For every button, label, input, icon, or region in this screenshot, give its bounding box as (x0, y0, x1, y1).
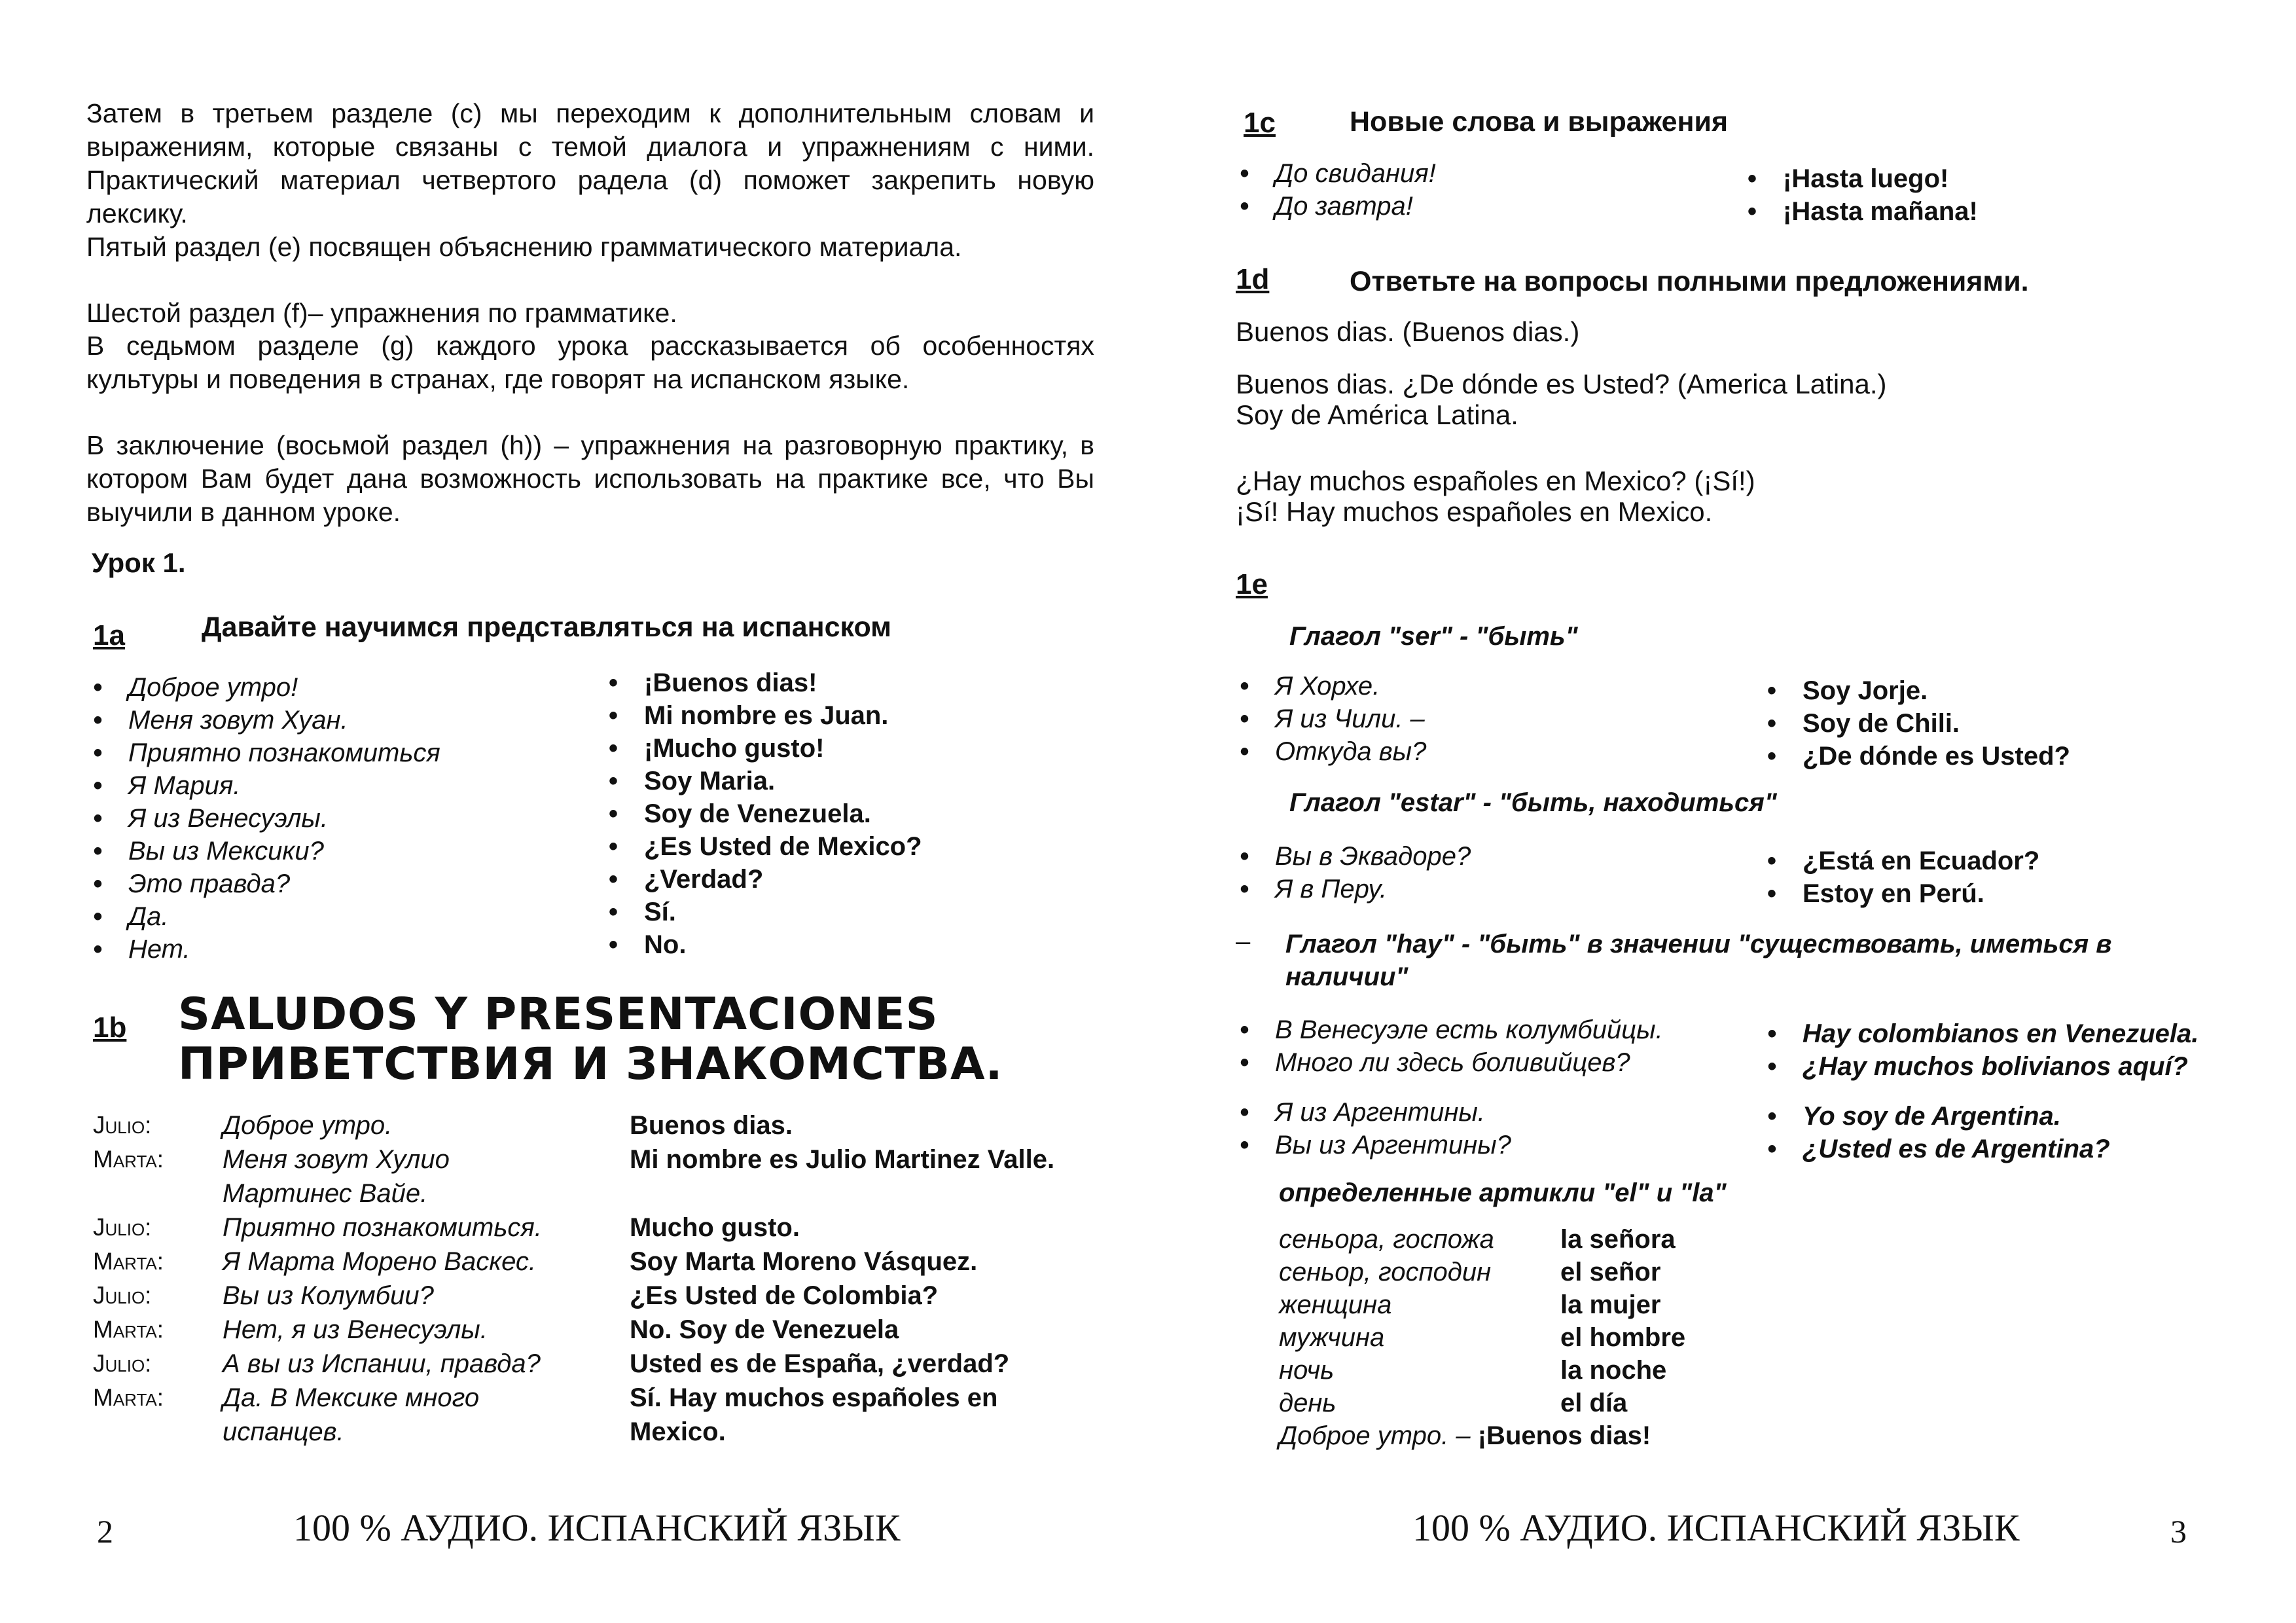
speaker: Marta: (93, 1384, 164, 1411)
list-item: • Soy Maria. (609, 765, 922, 797)
russian-line: А вы из Испании, правда? (223, 1349, 541, 1378)
dialogue-row (93, 1347, 1054, 1381)
list-item: • Я из Чили. – (1240, 702, 1426, 735)
list-item: • Soy de Venezuela. (609, 797, 922, 830)
dialogue-row (93, 1313, 1054, 1347)
section-1c-number: 1с (1244, 107, 1276, 139)
list-item: • Я из Венесуэлы. (93, 802, 440, 835)
hay-russian-list (1240, 1013, 1663, 1079)
articles-title: определенные артикли "el" и "la" (1279, 1178, 1727, 1207)
intro-paragraph: Затем в третьем разделе (с) мы переходим к дополнительным словам и выражениям, которые связаны с темой диалога и упражнениям с ними. Практический материал четвертого радела (d) поможет закрепить новую лексику. (86, 98, 1094, 228)
russian-line: Вы из Колумбии? (223, 1281, 434, 1310)
spanish-line: ¿Es Usted de Colombia? (630, 1281, 939, 1310)
vocab-spanish: la señora (1560, 1225, 1676, 1254)
russian-line: Да. В Мексике много (223, 1383, 480, 1412)
list-item: • Нет. (93, 933, 440, 966)
russian-line: Мартинес Вайе. (223, 1179, 428, 1208)
vocab-row (1279, 1419, 1685, 1452)
list-item: • ¿Está en Ecuador? (1767, 845, 2039, 877)
dialogue (93, 1108, 1054, 1449)
answer-line: Buenos dias. ¿De dónde es Usted? (America Latina.) (1236, 369, 1887, 399)
list-item: • Меня зовут Хуан. (93, 704, 440, 737)
vocab-row (1279, 1256, 1685, 1288)
list-item: • ¿Verdad? (609, 863, 922, 896)
spanish-line: Mucho gusto. (630, 1213, 800, 1242)
estar-russian-list (1240, 840, 1471, 905)
vocab-row (1279, 1387, 1685, 1419)
articles-vocab (1279, 1223, 1685, 1452)
speaker: Julio: (93, 1282, 152, 1309)
answer-line: ¡Sí! Hay muchos españoles en Mexico. (1236, 496, 1713, 527)
vocab-row (1279, 1321, 1685, 1354)
list-item: • Soy de Chili. (1767, 707, 2070, 740)
spanish-line: Soy Marta Moreno Vásquez. (630, 1247, 978, 1276)
speaker (93, 1176, 223, 1211)
list-item: • Вы в Эквадоре? (1240, 840, 1471, 873)
list-item: • Estoy en Perú. (1767, 877, 2039, 910)
list-item: • Hay colombianos en Venezuela. (1767, 1017, 2198, 1050)
russian-line: Я Марта Морено Васкес. (223, 1247, 537, 1276)
estar-spanish-list (1767, 845, 2039, 910)
spanish-line: Sí. Hay muchos españoles en (630, 1383, 998, 1412)
right-page (1148, 0, 2296, 1623)
dialogue-row (93, 1108, 1054, 1142)
list-item: • В Венесуэле есть колумбийцы. (1240, 1013, 1663, 1046)
russian-line: Приятно познакомиться. (223, 1213, 542, 1242)
vocab-row (1279, 1354, 1685, 1387)
vocab-russian: день (1279, 1389, 1336, 1417)
page-footer: 100 % АУДИО. ИСПАНСКИЙ ЯЗЫК (293, 1506, 901, 1549)
spanish-line: Usted es de España, ¿verdad? (630, 1349, 1010, 1378)
spanish-line: Mexico. (630, 1417, 726, 1446)
speaker: Marta: (93, 1146, 164, 1173)
vocab-russian: ночь (1279, 1356, 1335, 1385)
spanish-line: Buenos dias. (630, 1111, 793, 1140)
list-item: • Я Хорхе. (1240, 670, 1426, 702)
page-number: 2 (97, 1513, 113, 1550)
page-number: 3 (2170, 1513, 2187, 1550)
list-item: • Я Мария. (93, 769, 440, 802)
lesson-title: Урок 1. (92, 547, 186, 578)
list-item: • Много ли здесь боливийцев? (1240, 1046, 1663, 1079)
list-item: • ¿De dónde es Usted? (1767, 740, 2070, 773)
list-item: • Доброе утро! (93, 671, 440, 704)
section-1d-title: Ответьте на вопросы полными предложениями. (1350, 266, 2029, 297)
estar-title: Глагол "estar" - "быть, находиться" (1289, 788, 1777, 817)
speaker: Marta: (93, 1316, 164, 1343)
list-item: • Приятно познакомиться (93, 737, 440, 769)
list-item: • Yo soy de Argentina. (1767, 1100, 2110, 1133)
intro-paragraph: Шестой раздел (f)– упражнения по грамматике. (86, 298, 677, 328)
vocab-spanish: el señor (1560, 1258, 1661, 1286)
hay-title-continued: наличии" (1285, 962, 1408, 991)
list-item: • Это правда? (93, 867, 440, 900)
list-item: • ¡Mucho gusto! (609, 732, 922, 765)
section-1a-title: Давайте научимся представляться на испанском (202, 611, 891, 643)
vocab-spanish: el hombre (1560, 1323, 1686, 1352)
list-item: • Mi nombre es Juan. (609, 699, 922, 732)
ser-spanish-list (1767, 674, 2070, 773)
dialogue-row (93, 1279, 1054, 1313)
russian-line: испанцев. (223, 1417, 344, 1446)
answer-line: Soy de América Latina. (1236, 399, 1518, 430)
list-item: • No. (609, 928, 922, 961)
speaker: Julio: (93, 1112, 152, 1139)
spanish-line: No. Soy de Venezuela (630, 1315, 899, 1344)
hay-spanish-list (1767, 1017, 2198, 1083)
list-item: • Я из Аргентины. (1240, 1096, 1511, 1129)
list-item: • Вы из Мексики? (93, 835, 440, 867)
vocab-russian: сеньора, госпожа (1279, 1225, 1494, 1254)
list-item: • ¡Hasta luego! (1748, 162, 1978, 195)
list-item: • Я в Перу. (1240, 873, 1471, 905)
list-item: • ¿Usted es de Argentina? (1767, 1133, 2110, 1165)
section-1c-title: Новые слова и выражения (1350, 106, 1729, 137)
section-1b-title (178, 990, 1003, 1089)
section-1c-russian-list (1240, 157, 1436, 223)
section-1a-spanish-list (609, 666, 922, 961)
dialogue-row (93, 1142, 1054, 1176)
list-item: • ¿Hay muchos bolivianos aquí? (1767, 1050, 2198, 1083)
answer-line: Buenos dias. (Buenos dias.) (1236, 316, 1580, 347)
dialogue-row (93, 1415, 1054, 1449)
vocab-row (1279, 1288, 1685, 1321)
vocab-spanish: la mujer (1560, 1290, 1661, 1319)
russian-line: Нет, я из Венесуэлы. (223, 1315, 488, 1344)
ser-russian-list (1240, 670, 1426, 768)
vocab-russian: женщина (1279, 1290, 1392, 1319)
dialogue-row (93, 1211, 1054, 1245)
section-1d-number: 1d (1236, 263, 1270, 295)
answer-line: ¿Hay muchos españoles en Mexico? (¡Sí!) (1236, 465, 1755, 496)
section-1c-spanish-list (1748, 162, 1978, 228)
dialogue-row (93, 1245, 1054, 1279)
spanish-line: Mi nombre es Julio Martinez Valle. (630, 1145, 1055, 1174)
title-spanish: SALUDOS Y PRESENTACIONES (178, 989, 939, 1040)
section-1e-number: 1е (1236, 568, 1268, 600)
list-item: • Откуда вы? (1240, 735, 1426, 768)
section-1a-number: 1а (93, 619, 125, 651)
page-footer: 100 % АУДИО. ИСПАНСКИЙ ЯЗЫК (1412, 1506, 2020, 1549)
vocab-spanish: la noche (1560, 1356, 1667, 1385)
argentina-russian-list (1240, 1096, 1511, 1161)
vocab-russian: мужчина (1279, 1323, 1385, 1352)
list-item: • До завтра! (1240, 190, 1436, 223)
speaker: Julio: (93, 1214, 152, 1241)
vocab-row (1279, 1223, 1685, 1256)
dialogue-row (93, 1176, 1054, 1211)
dash-marker: – (1236, 927, 1251, 956)
section-1a-russian-list (93, 671, 440, 966)
closing-spanish: ¡Buenos dias! (1477, 1421, 1651, 1450)
list-item: • Sí. (609, 896, 922, 928)
list-item: • ¡Hasta mañana! (1748, 195, 1978, 228)
section-1b-number: 1b (93, 1012, 127, 1044)
list-item: • ¿Es Usted de Mexico? (609, 830, 922, 863)
russian-line: Меня зовут Хулио (223, 1145, 450, 1174)
dialogue-row (93, 1381, 1054, 1415)
intro-paragraph: В заключение (восьмой раздел (h)) – упражнения на разговорную практику, в котором Вам будет дана возможность использовать на практике все, что Вы выучили в данном уроке. (86, 430, 1094, 527)
list-item: • Soy Jorje. (1767, 674, 2070, 707)
list-item: • До свидания! (1240, 157, 1436, 190)
russian-line: Доброе утро. (223, 1111, 393, 1140)
speaker: Julio: (93, 1350, 152, 1377)
speaker: Marta: (93, 1248, 164, 1275)
list-item: • Да. (93, 900, 440, 933)
ser-title: Глагол "ser" - "быть" (1289, 622, 1578, 651)
hay-title: Глагол "hay" - "быть" в значении "существовать, иметься в (1285, 930, 2112, 958)
vocab-spanish: el día (1560, 1389, 1628, 1417)
intro-paragraph: В седьмом разделе (g) каждого урока рассказывается об особенностях культуры и поведения в странах, где говорят на испанском языке. (86, 331, 1094, 394)
vocab-russian: сеньор, господин (1279, 1258, 1492, 1286)
argentina-spanish-list (1767, 1100, 2110, 1165)
list-item: • ¡Buenos dias! (609, 666, 922, 699)
title-russian: ПРИВЕТСТВИЯ И ЗНАКОМСТВА. (178, 1038, 1003, 1090)
intro-paragraph: Пятый раздел (е) посвящен объяснению грамматического материала. (86, 232, 962, 262)
speaker (93, 1415, 223, 1449)
list-item: • Вы из Аргентины? (1240, 1129, 1511, 1161)
closing-russian: Доброе утро. – (1279, 1421, 1471, 1450)
